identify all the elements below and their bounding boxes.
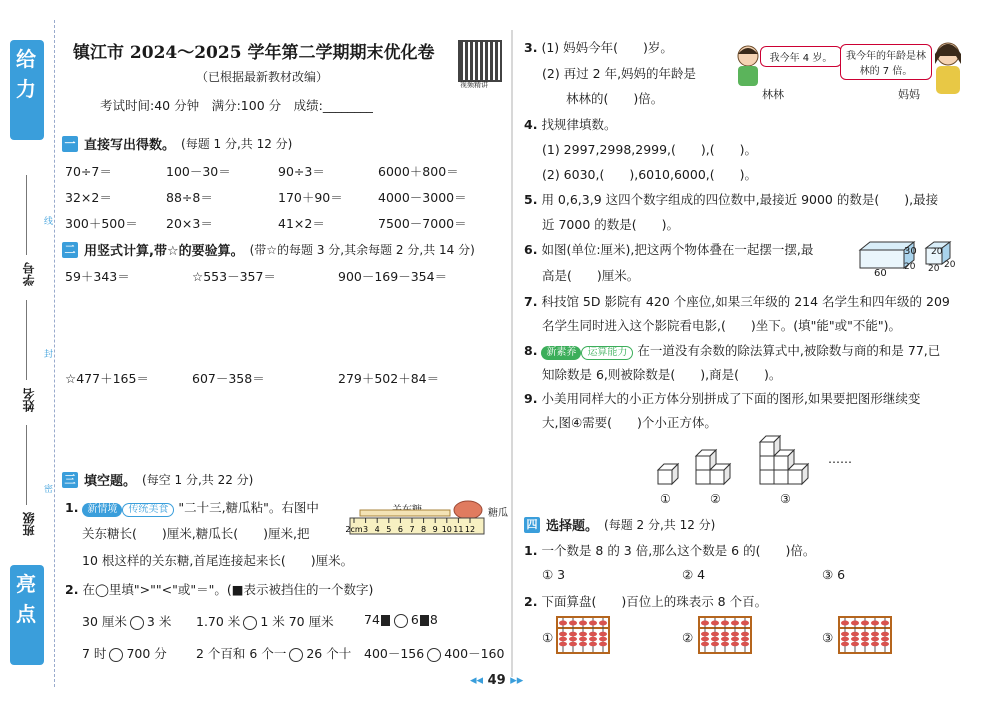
tag-new-literacy: 新素养 [541,346,581,360]
question-text: 在◯里填">""<"或"＝"。(■表示被挡住的一个数字) [82,582,374,597]
question-text: 下面算盘( )百位上的珠表示 8 个百。 [541,594,768,609]
compare-item [364,644,504,662]
q7-line2: 名学生同时进入这个影院看电影,( )坐下。(填"能"或"不能")。 [542,318,901,333]
calc-item: 88÷8＝ [166,190,213,205]
abacus-bead [841,637,849,642]
hidden-digit-block [420,615,429,626]
ruler-tick-label: 2cm [345,525,363,534]
abacus-bead [711,621,719,626]
abacus-bead [871,621,879,626]
exam-info: 考试时间:40 分钟 满分:100 分 成绩:________ [100,98,373,113]
calc-item: 170＋90＝ [278,190,343,205]
abacus-bead [701,637,709,642]
speech-bubble-mom: 我今年的年龄是林林的 7 倍。 [840,44,932,80]
q4-line2: (2) 6030,( ),6010,6000,( )。 [542,167,758,182]
abacus-bead [871,632,879,637]
abacus-bead [579,621,587,626]
section-1-badge: 一 [62,136,78,152]
abacus-bead [841,632,849,637]
ruler-tick-label: 12 [464,525,476,534]
abacus-bead [881,621,889,626]
abacus-bead [589,621,597,626]
s3-q1-line1 [65,498,319,517]
q5-line2: 近 7000 的数是( )。 [542,217,680,232]
q7-line1 [524,292,950,310]
abacus-bead [721,632,729,637]
abacus-bead [741,632,749,637]
name-label: 姓名 [22,388,36,412]
answer-circle[interactable] [109,648,123,662]
abacus-bead [881,637,889,642]
ruler-tick-label: 7 [409,525,415,534]
q8-line2: 知除数是 6,则被除数是( ),商是( )。 [542,367,782,382]
abacus-bead [559,621,567,626]
abacus-bead [871,642,879,647]
s4-q2 [524,592,767,610]
q8-line1 [524,341,940,360]
abacus-bead [701,621,709,626]
vertical-calc-item: 900－169－354＝ [338,269,448,284]
abacus-bead [589,637,597,642]
section-2-title: 用竖式计算,带☆的要验算。 [84,244,244,259]
calc-item: 20×3＝ [166,216,213,231]
question-text: 科技馆 5D 影院有 420 个座位,如果三年级的 214 名学生和四年级的 209 [541,294,950,309]
question-text: 用 0,6,3,9 这四个数字组成的四位数中,最接近 9000 的数是( ),最接 [541,192,939,207]
tag-new-context: 新情境 [82,503,122,517]
name-line [26,300,27,380]
speech-bubble-boy: 我今年 4 岁。 [760,46,842,67]
abacus-bead [589,632,597,637]
abacus-bead [711,642,719,647]
student-id-line [26,175,27,255]
abacus-bead [851,637,859,642]
cube-figure-label: ② [710,492,721,506]
abacus-bead [599,621,607,626]
q3-line3: 林林的( )倍。 [566,91,664,106]
abacus-bead [731,632,739,637]
tag-computing-ability: 运算能力 [581,346,633,360]
abacus-bead [741,621,749,626]
compare-left: 30 厘米 [82,614,127,629]
section-4-title: 选择题。 [546,519,599,534]
ruler-tick-label: 4 [374,525,380,534]
q6-line1 [524,240,813,258]
mom-label: 妈妈 [898,88,920,101]
s4-q1 [524,541,815,559]
abacus-bead [711,632,719,637]
page-number: 49 [487,673,506,688]
section-3-badge: 三 [62,472,78,488]
calc-item: 100－30＝ [166,164,231,179]
abacus-bead [559,637,567,642]
abacus-bead [731,642,739,647]
ruler-tick-label: 8 [421,525,427,534]
question-text: 如图(单位:厘米),把这两个物体叠在一起摆一摆,最 [541,242,814,257]
abacus-bead [851,632,859,637]
mom-illustration [928,40,968,96]
ruler-illustration [345,498,490,538]
brand-top-char-2: 力 [16,77,38,101]
q6-line2: 高是( )厘米。 [542,268,640,283]
hidden-digit-block [381,615,390,626]
prev-arrow-icon: ◂◂ [470,673,484,688]
question-number: 7. [524,294,538,309]
abacus-bead [841,642,849,647]
section-1-header [62,134,292,153]
brand-bottom-char-2: 点 [16,602,38,626]
abacus-bead [861,637,869,642]
calc-item: 7500－7000＝ [378,216,467,231]
cuboid-illustration [860,238,920,278]
compare-left: 400－156 [364,646,425,661]
calc-item: 300＋500＝ [65,216,138,231]
s3-q1-line2: 关东糖长( )厘米,糖瓜长( )厘米,把 [82,526,310,541]
section-1-title: 直接写出得数。 [84,138,176,153]
abacus-bead [851,642,859,647]
ruler-tick-label: 3 [363,525,369,534]
compare-item [196,644,351,662]
question-number: 2. [65,582,79,597]
q9-line1 [524,389,920,407]
question-text: (1) 妈妈今年( )岁。 [541,40,673,55]
abacus-bead [589,642,597,647]
section-1-note: (每题 1 分,共 12 分) [181,137,293,151]
answer-circle[interactable] [243,616,257,630]
abacus-bead [861,642,869,647]
abacus-bead [881,632,889,637]
vertical-calc-item: ☆553－357＝ [192,269,276,284]
boy-label: 林林 [762,88,784,101]
ellipsis: …… [828,452,852,466]
choice-option[interactable]: ② 4 [682,567,706,582]
tag-traditional-food: 传统美食 [122,503,174,517]
vertical-calc-item: 279＋502＋84＝ [338,371,440,386]
choice-option[interactable]: ③ [822,630,834,645]
abacus-bead [701,642,709,647]
question-text: 小美用同样大的小正方体分别拼成了下面的图形,如果要把图形继续变 [541,391,921,406]
vertical-calc-item: 607－358＝ [192,371,265,386]
abacus-bead [599,637,607,642]
abacus-bead [861,632,869,637]
question-number: 3. [524,40,538,55]
abacus-2 [698,616,754,656]
compare-right: 6 [410,612,419,627]
abacus-bead [599,632,607,637]
vertical-calc-item: 59＋343＝ [65,269,130,284]
qr-caption: 视频精讲 [460,81,488,89]
calc-item: 90÷3＝ [278,164,325,179]
seal-mark-3: 密 [44,485,54,495]
abacus-bead [741,637,749,642]
abacus-bead [569,637,577,642]
choice-option[interactable]: ② [682,630,694,645]
abacus-bead [721,642,729,647]
section-4-header [524,515,715,534]
s3-q1-line3: 10 根这样的关东糖,首尾连接起来长( )厘米。 [82,553,354,568]
abacus-bead [861,621,869,626]
choice-option[interactable]: ③ 6 [822,567,846,582]
brand-badge-bottom [10,565,44,665]
choice-option[interactable]: ① 3 [542,567,566,582]
answer-circle[interactable] [289,648,303,662]
compare-left: 7 时 [82,646,107,661]
abacus-bead [841,621,849,626]
class-label: 班级 [22,512,36,536]
abacus-3 [838,616,894,656]
ruler-tick-label: 11 [453,525,464,534]
s3-q2-line1 [65,580,373,598]
abacus-bead [731,621,739,626]
cube-stack-3 [758,432,818,492]
abacus-bead [579,637,587,642]
abacus-bead [569,632,577,637]
calc-item: 4000－3000＝ [378,190,467,205]
compare-right: 3 米 [146,614,172,629]
question-number: 8. [524,343,538,358]
compare-left: 74 [364,612,380,627]
compare-left: 2 个百和 6 个一 [196,646,287,661]
abacus-bead [579,632,587,637]
ruler-melon-label: 糖瓜 [488,508,508,519]
compare-item [364,612,438,628]
ruler-tick-label: 9 [432,525,438,534]
abacus-bead [579,642,587,647]
q4-line1: (1) 2997,2998,2999,( ),( )。 [542,142,758,157]
question-number: 4. [524,117,538,132]
student-id-label: 学号 [22,262,36,286]
answer-circle[interactable] [427,648,441,662]
section-3-title: 填空题。 [84,474,137,489]
question-number: 5. [524,192,538,207]
compare-right: 700 分 [126,646,167,661]
calc-item: 6000＋800＝ [378,164,459,179]
compare-item [82,644,167,662]
question-number: 1. [524,543,538,558]
abacus-bead [559,632,567,637]
section-2-note: (带☆的每题 3 分,其余每题 2 分,共 14 分) [249,243,475,257]
question-text: "二十三,糖瓜粘"。右图中 [178,500,319,515]
q5-line1 [524,190,938,208]
compare-item [196,612,334,630]
cuboid-depth-label: 20 [904,262,916,272]
answer-circle[interactable] [394,614,408,628]
abacus-bead [599,642,607,647]
q4-title [524,115,616,133]
calc-item: 41×2＝ [278,216,325,231]
section-2-badge: 二 [62,242,78,258]
compare-right: 1 米 70 厘米 [260,614,334,629]
vertical-calc-item: ☆477＋165＝ [65,371,149,386]
subtitle: （已根据最新教材改编） [196,70,329,84]
next-arrow-icon: ▸▸ [510,673,524,688]
compare-right: 26 个十 [306,646,352,661]
q3-line2: (2) 再过 2 年,妈妈的年龄是 [542,66,697,81]
question-number: 2. [524,594,538,609]
question-text: 一个数是 8 的 3 倍,那么这个数是 6 的( )倍。 [541,543,816,558]
compare-left: 1.70 米 [196,614,241,629]
section-2-header [62,240,475,259]
ruler-tick-label: 10 [441,525,452,534]
q3-line1 [524,38,673,56]
abacus-bead [731,637,739,642]
abacus-bead [721,637,729,642]
abacus-1 [556,616,612,656]
abacus-bead [721,621,729,626]
calc-item: 32×2＝ [65,190,112,205]
abacus-bead [569,621,577,626]
question-number: 9. [524,391,538,406]
cube-height-label: 20 [931,247,943,257]
question-text: 在一道没有余数的除法算式中,被除数与商的和是 77,已 [637,343,941,358]
question-text: 找规律填数。 [541,117,617,132]
cuboid-height-label: 30 [904,246,917,257]
cube-width-label: 20 [928,264,940,274]
abacus-bead [881,642,889,647]
question-number: 1. [65,500,79,515]
cube-depth-label: 20 [944,260,956,270]
section-4-note: (每题 2 分,共 12 分) [604,518,716,532]
melon-candy [454,501,482,519]
abacus-bead [851,621,859,626]
abacus-bead [711,637,719,642]
abacus-bead [871,637,879,642]
class-line [26,425,27,505]
q9-line2: 大,图④需要( )个小正方体。 [542,415,717,430]
cube-figure-label: ③ [780,492,791,506]
calc-item: 70÷7＝ [65,164,112,179]
compare-right: 400－160 [444,646,505,661]
abacus-bead [569,642,577,647]
brand-top-char-1: 给 [16,47,38,71]
seal-mark-1: 线 [44,217,54,227]
section-3-header [62,470,253,489]
cuboid-width-label: 60 [874,268,887,279]
answer-circle[interactable] [130,616,144,630]
brand-bottom-char-1: 亮 [16,572,38,596]
compare-right-digit: 8 [429,612,438,627]
question-number: 6. [524,242,538,257]
compare-item [82,612,171,630]
section-3-note: (每空 1 分,共 22 分) [142,473,254,487]
abacus-bead [701,632,709,637]
seal-dashed-line [54,20,55,687]
brand-badge-top [10,40,44,140]
seal-mark-2: 封 [44,350,54,360]
ruler-tick-label: 5 [386,525,392,534]
choice-option[interactable]: ① [542,630,554,645]
page-footer [470,673,523,688]
abacus-bead [741,642,749,647]
section-4-badge: 四 [524,517,540,533]
column-divider [511,30,513,677]
cube-stack-1 [656,462,680,488]
qr-code[interactable] [458,40,502,82]
ruler-tick-label: 6 [397,525,403,534]
cube-stack-2 [694,446,738,490]
abacus-bead [559,642,567,647]
page-title: 镇江市 2024～2025 学年第二学期期末优化卷 [73,43,435,63]
cube-figure-label: ① [660,492,671,506]
candy-stick [360,510,450,516]
ruler-body [350,518,484,534]
